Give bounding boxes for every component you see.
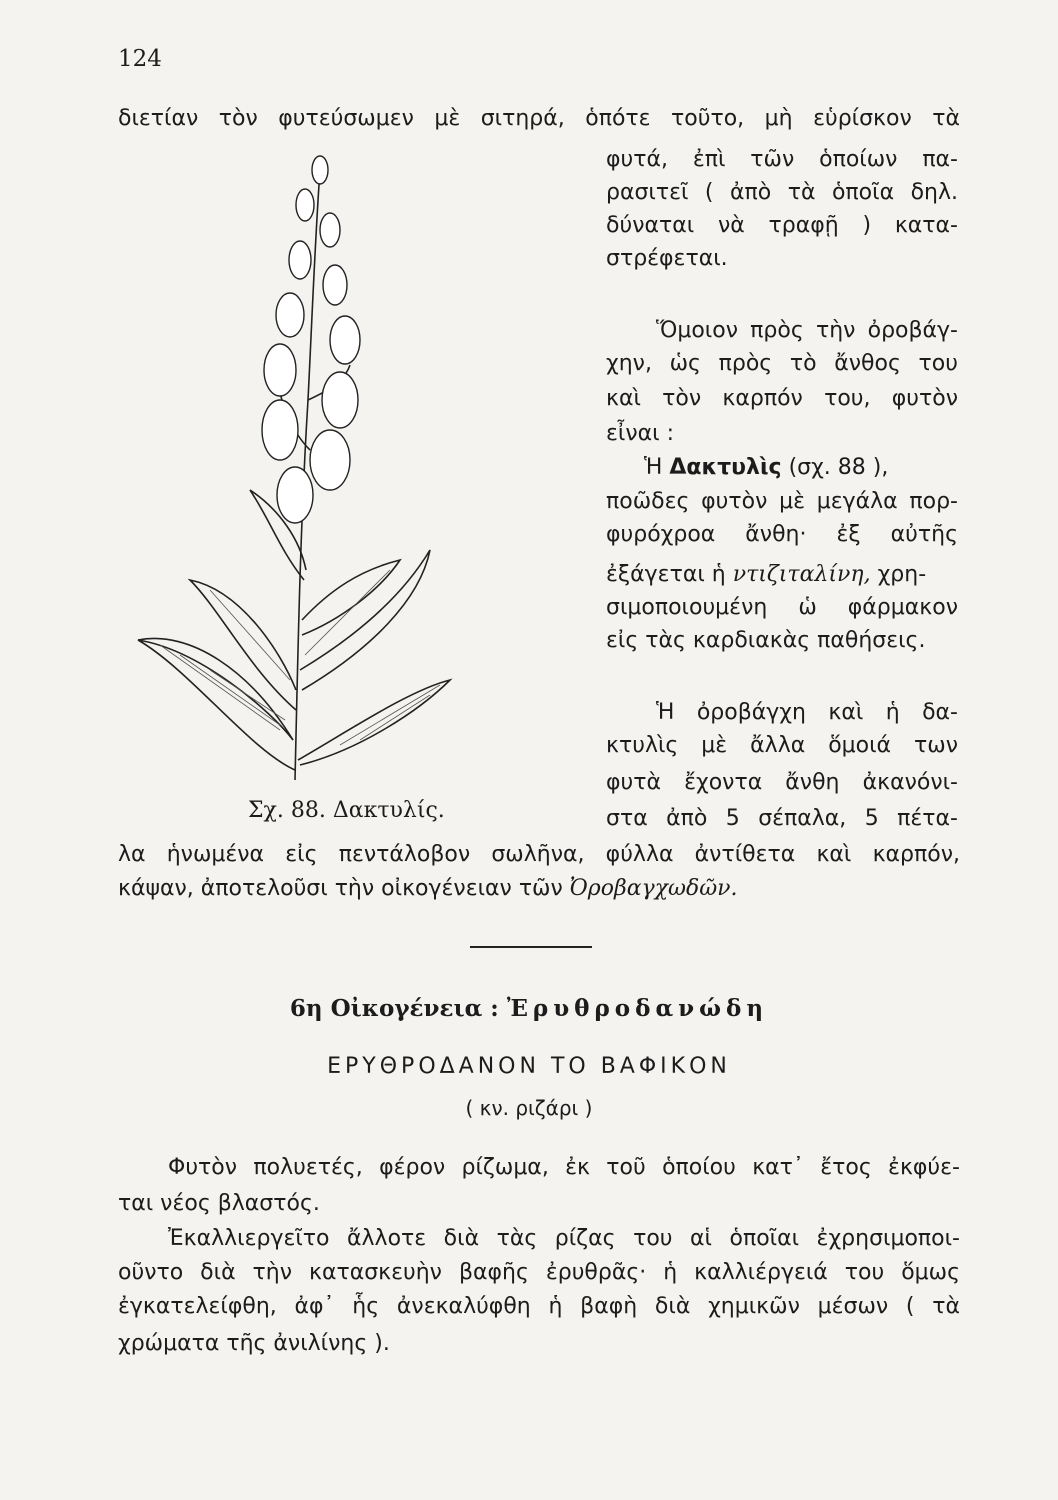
- text-line: ποῶδες φυτὸν μὲ μεγάλα πορ-: [606, 489, 958, 514]
- text-line: δύναται νὰ τραφῇ ) κατα-: [606, 213, 958, 238]
- plant-title: ΕΡΥΘΡΟΔΑΝΟΝ ΤΟ ΒΑΦΙΚΟΝ: [327, 1054, 731, 1079]
- text-line: χρώματα τῆς ἀνιλίνης ).: [118, 1331, 390, 1356]
- text-line: διετίαν τὸν φυτεύσωμεν μὲ σιτηρά, ὁπότε τοῦτο, μὴ εὑρίσκον τὰ: [118, 106, 960, 131]
- text-fragment: (σχ. 88 ),: [781, 455, 889, 480]
- substance-name-italic: ντιζιταλίνη,: [732, 562, 871, 587]
- section-heading: [0, 995, 1058, 1022]
- plant-name-bold: Δακτυλὶς: [669, 455, 782, 480]
- text-line: καὶ τὸν καρπόν του, φυτὸν: [606, 386, 958, 411]
- section-divider: [470, 946, 592, 948]
- text-line: στα ἀπὸ 5 σέπαλα, 5 πέτα-: [606, 806, 958, 831]
- text-line: σιμοποιουμένη ὡ φάρμακον: [606, 595, 958, 620]
- text-line: ται νέος βλαστός.: [118, 1191, 320, 1216]
- family-name-italic: Ὀροβαγχωδῶν.: [569, 876, 738, 901]
- family-line: [118, 876, 738, 901]
- foxglove-illustration: [130, 150, 460, 790]
- text-fragment: ἐξάγεται ἡ: [606, 562, 733, 587]
- plant-subtitle: ( κν. ριζάρι ): [465, 1096, 593, 1120]
- text-line: φυτά, ἐπὶ τῶν ὁποίων πα-: [606, 147, 958, 172]
- text-line: εἰς τὰς καρδιακὰς παθήσεις.: [606, 628, 926, 653]
- text-line: λα ἡνωμένα εἰς πεντάλοβον σωλῆνα, φύλλα ἀντίθετα καὶ καρπόν,: [118, 842, 960, 867]
- text-line: φυτὰ ἔχοντα ἄνθη ἀκανόνι-: [606, 770, 958, 795]
- text-line: Ἡ ὀροβάγχη καὶ ἡ δα-: [656, 700, 958, 725]
- figure-caption: Σχ. 88. Δακτυλίς.: [248, 798, 445, 823]
- daktylis-line: [644, 455, 888, 480]
- text-fragment: Ἡ: [644, 455, 670, 480]
- text-line: ρασιτεῖ ( ἀπὸ τὰ ὁποῖα δηλ.: [606, 180, 958, 205]
- text-line: κτυλὶς μὲ ἄλλα ὅμοιά των: [606, 733, 958, 758]
- ntizitalini-line: [606, 562, 926, 587]
- text-line: φυρόχροα ἄνθη· ἐξ αὐτῆς: [606, 522, 958, 547]
- text-fragment: κάψαν, ἀποτελοῦσι τὴν οἰκογένειαν τῶν: [118, 876, 570, 901]
- text-line: χην, ὡς πρὸς τὸ ἄνθος του: [606, 351, 958, 376]
- section-heading-name: Ἐρυθροδανώδη: [506, 995, 769, 1022]
- text-fragment: χρη-: [870, 562, 927, 587]
- text-line: Ἐκαλλιεργεῖτο ἄλλοτε διὰ τὰς ρίζας του αἱ ὁποῖαι ἐχρησιμοποι-: [168, 1226, 960, 1251]
- text-line: ἐγκατελείφθη, ἀφ᾿ ἧς ἀνεκαλύφθη ἡ βαφὴ διὰ χημικῶν μέσων ( τὰ: [118, 1294, 960, 1319]
- page-number: 124: [118, 46, 162, 72]
- text-line: εἶναι :: [606, 421, 674, 446]
- section-heading-prefix: 6η Οἰκογένεια :: [289, 995, 507, 1022]
- text-line: στρέφεται.: [606, 246, 728, 271]
- text-line: οῦντο διὰ τὴν κατασκευὴν βαφῆς ἐρυθρᾶς· ἡ καλλιέργειά του ὅμως: [118, 1260, 960, 1285]
- text-line: Φυτὸν πολυετές, φέρον ρίζωμα, ἐκ τοῦ ὁποίου κατ᾿ ἔτος ἐκφύε-: [168, 1155, 960, 1180]
- text-line: Ὅμοιον πρὸς τὴν ὀροβάγ-: [656, 318, 958, 343]
